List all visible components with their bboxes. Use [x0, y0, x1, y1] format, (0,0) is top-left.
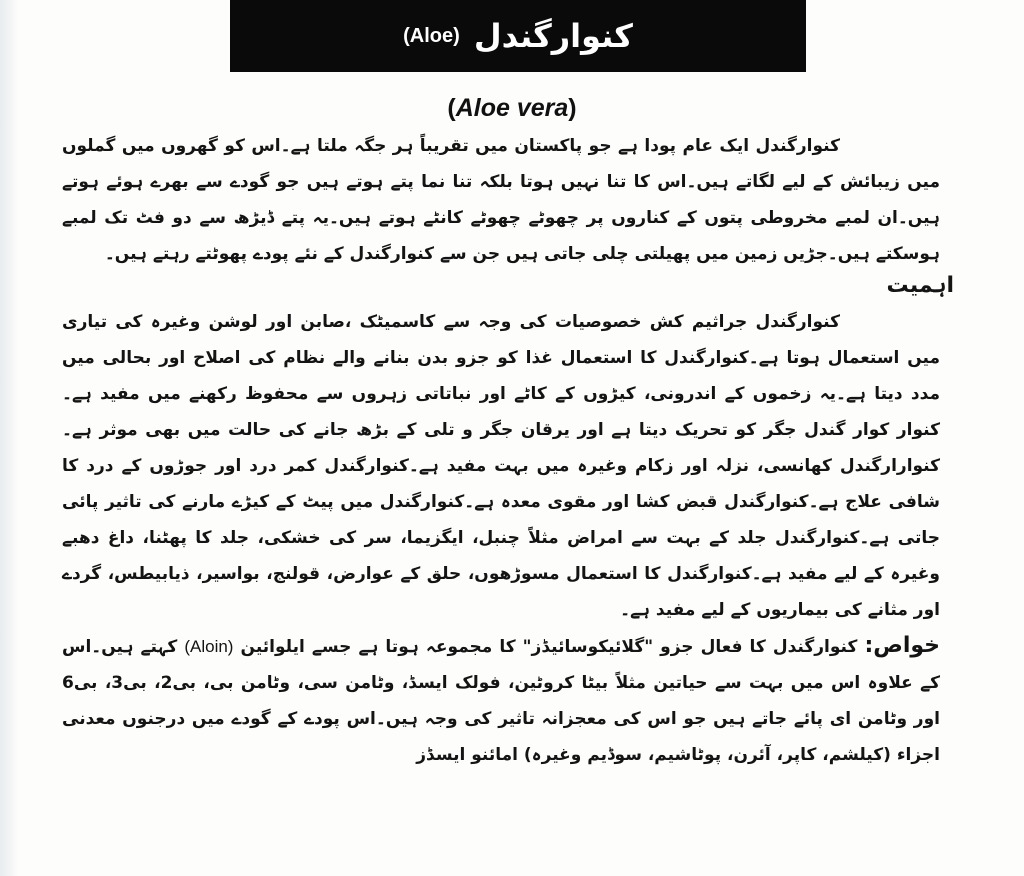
importance-heading: اہمیت [886, 273, 954, 298]
properties-paragraph [62, 628, 940, 773]
importance-paragraph: کنوارگندل جراثیم کش خصوصیات کی وجہ سے کاسمیٹک ،صابن اور لوشن وغیرہ کی تیاری میں استعمال ہوتا ہے۔کنوارگندل کا استعمال غذا کو جزو بدن بنانے والے نظام کی اصلاح اور بحالی میں مدد دیتا ہے۔یہ زخموں کے اندرونی، کیڑوں کے کاٹے اور نباتاتی زہروں سے محفوظ رکھنے میں مفید ہے۔کنوار کوار گندل جگر کو تحریک دیتا ہے اور یرقان جگر و تلی کے بڑھ جانے کی حالت میں بھی موثر ہے۔کنوارارگندل کھانسی، نزلہ اور زکام وغیرہ میں بہت مفید ہے۔کنوارگندل کمر درد اور جوڑوں کے درد کا شافی علاج ہے۔کنوارگندل قبض کشا اور مقوی معدہ ہے۔کنوارگندل میں پیٹ کے کیڑے مارنے کی تاثیر پائی جاتی ہے۔کنوارگندل جلد کے بہت سے امراض مثلاً چنبل، ایگزیما، سر کی خشکی، جلد کا پھٹنا، داغ دھبے وغیرہ کے لیے مفید ہے۔کنوارگندل کا استعمال مسوڑھوں، حلق کے عوارض، قولنج، بواسیر، ذیابیطس، گردے اور مثانے کی بیماریوں کے لیے مفید ہے۔ [62, 312, 940, 620]
intro-paragraph: کنوارگندل ایک عام پودا ہے جو پاکستان میں تقریباً ہر جگہ ملتا ہے۔اس کو گھروں میں گملوں میں زیبائش کے لیے لگاتے ہیں۔اس کا تنا نہیں ہوتا بلکہ تنا نما پتے ہوتے ہیں جو گودے سے بھرے ہوئے ہوتے ہیں۔ان لمبے مخروطی پتوں کے کناروں پر چھوٹے چھوٹے کانٹے ہوتے ہیں۔یہ پتے ڈیڑھ سے دو فٹ تک لمبے ہوسکتے ہیں۔جڑیں زمین میں پھیلتی چلی جاتی ہیں جن سے کنوارگندل کے نئے پودے پھوٹتے رہتے ہیں۔ [62, 136, 940, 264]
chapter-title-banner [230, 0, 806, 72]
chapter-title-urdu: کنوارگندل [473, 17, 633, 55]
scanned-page-edge [0, 0, 18, 876]
article-body [62, 128, 954, 773]
properties-text-part1: کنوارگندل کا فعال جزو "گلائیکوسائیڈز" کا مجموعہ ہوتا ہے جسے ایلوائین [240, 637, 858, 657]
chapter-title-latin: (Aloe) [403, 25, 460, 47]
importance-heading-wrap [62, 268, 960, 304]
scientific-name: Aloe vera [455, 94, 569, 122]
scientific-name-heading: (Aloe vera) [447, 94, 577, 122]
aloin-term: (Aloin) [184, 637, 234, 656]
properties-text-part2: کہتے ہیں۔اس کے علاوہ اس میں بہت سے حیاتین مثلاً بیٹا کروٹین، فولک ایسڈ، وٹامن سی، وٹامن بی، بی2، بی3، بی6 اور وٹامن ای پائے جاتے ہیں جو اس کی معجزانہ تاثیر کی وجہ ہیں۔اس پودے کے گودے میں درجنوں معدنی اجزاء (کیلشم، کاپر، آئرن، پوٹاشیم، سوڈیم وغیرہ) امائنو ایسڈز [62, 637, 940, 765]
properties-heading: خواص: [864, 633, 941, 658]
